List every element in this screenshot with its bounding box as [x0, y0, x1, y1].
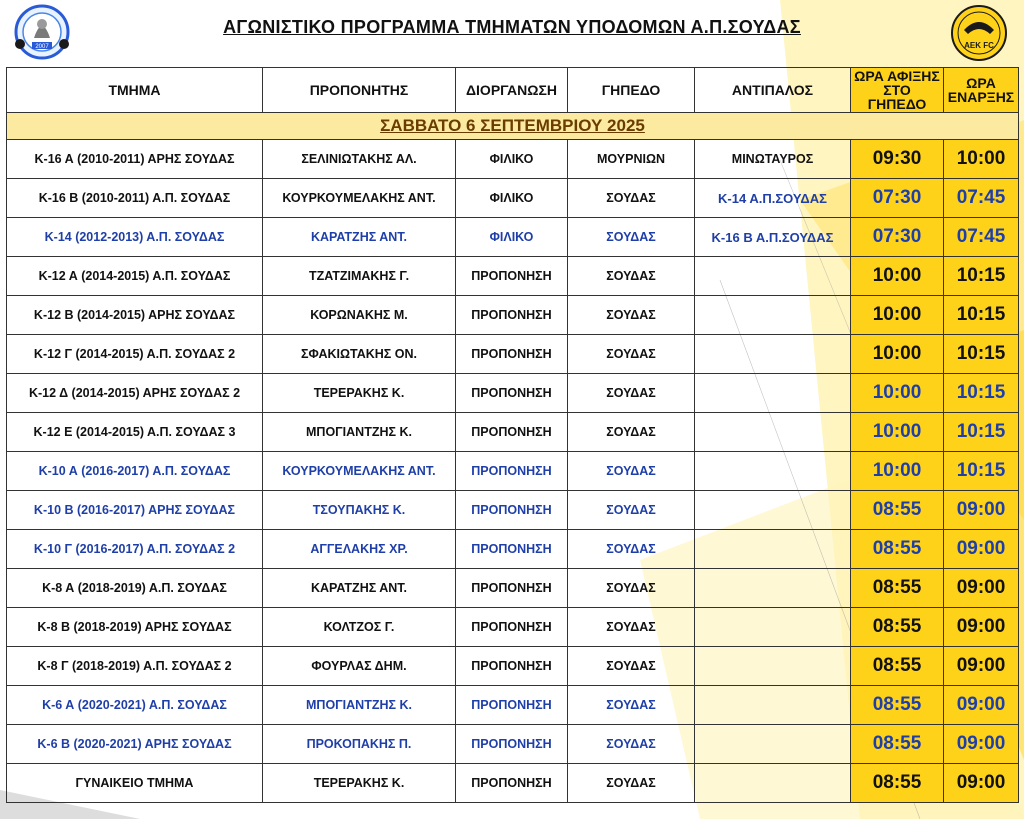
start-time-cell: 09:00: [944, 608, 1019, 647]
coach-cell: ΠΡΟΚΟΠΑΚΗΣ Π.: [263, 725, 456, 764]
header: [0, 0, 1024, 66]
team-cell: Κ-8 Β (2018-2019) ΑΡΗΣ ΣΟΥΔΑΣ: [7, 608, 263, 647]
coach-cell: ΜΠΟΓΙΑΝΤΖΗΣ Κ.: [263, 413, 456, 452]
arrival-time-cell: 10:00: [851, 296, 944, 335]
table-row: [7, 452, 1019, 491]
opponent-cell: [695, 374, 851, 413]
arrival-time-cell: 10:00: [851, 413, 944, 452]
arrival-time-cell: 08:55: [851, 608, 944, 647]
start-time-cell: 10:00: [944, 140, 1019, 179]
start-time-cell: 09:00: [944, 530, 1019, 569]
arrival-time-cell: 08:55: [851, 764, 944, 803]
table-row: [7, 296, 1019, 335]
team-cell: Κ-10 Γ (2016-2017) Α.Π. ΣΟΥΔΑΣ 2: [7, 530, 263, 569]
field-cell: ΣΟΥΔΑΣ: [568, 335, 695, 374]
start-time-cell: 09:00: [944, 764, 1019, 803]
start-time-cell: 10:15: [944, 335, 1019, 374]
arrival-time-cell: 10:00: [851, 374, 944, 413]
team-cell: Κ-12 Δ (2014-2015) ΑΡΗΣ ΣΟΥΔΑΣ 2: [7, 374, 263, 413]
table-row: [7, 569, 1019, 608]
start-time-cell: 09:00: [944, 569, 1019, 608]
event-cell: ΠΡΟΠΟΝΗΣΗ: [456, 296, 568, 335]
arrival-time-cell: 08:55: [851, 647, 944, 686]
field-cell: ΣΟΥΔΑΣ: [568, 608, 695, 647]
field-cell: ΣΟΥΔΑΣ: [568, 725, 695, 764]
team-cell: Κ-12 Γ (2014-2015) Α.Π. ΣΟΥΔΑΣ 2: [7, 335, 263, 374]
field-cell: ΣΟΥΔΑΣ: [568, 647, 695, 686]
arrival-time-cell: 08:55: [851, 569, 944, 608]
coach-cell: ΑΓΓΕΛΑΚΗΣ ΧΡ.: [263, 530, 456, 569]
column-header-start-time: ΩΡΑ ΕΝΑΡΞΗΣ: [944, 68, 1019, 113]
arrival-time-cell: 08:55: [851, 725, 944, 764]
arrival-time-cell: 08:55: [851, 530, 944, 569]
team-cell: Κ-6 Β (2020-2021) ΑΡΗΣ ΣΟΥΔΑΣ: [7, 725, 263, 764]
opponent-cell: [695, 491, 851, 530]
table-row: [7, 335, 1019, 374]
team-cell: Κ-8 Γ (2018-2019) Α.Π. ΣΟΥΔΑΣ 2: [7, 647, 263, 686]
coach-cell: ΚΑΡΑΤΖΗΣ ΑΝΤ.: [263, 569, 456, 608]
coach-cell: ΜΠΟΓΙΑΝΤΖΗΣ Κ.: [263, 686, 456, 725]
event-cell: ΠΡΟΠΟΝΗΣΗ: [456, 686, 568, 725]
crest-text: AEK FC: [964, 41, 994, 50]
team-cell: Κ-14 (2012-2013) Α.Π. ΣΟΥΔΑΣ: [7, 218, 263, 257]
team-cell: Κ-8 Α (2018-2019) Α.Π. ΣΟΥΔΑΣ: [7, 569, 263, 608]
event-cell: ΠΡΟΠΟΝΗΣΗ: [456, 764, 568, 803]
arrival-time-cell: 07:30: [851, 179, 944, 218]
team-cell: Κ-10 Β (2016-2017) ΑΡΗΣ ΣΟΥΔΑΣ: [7, 491, 263, 530]
coach-cell: ΤΕΡΕΡΑΚΗΣ Κ.: [263, 764, 456, 803]
event-cell: ΠΡΟΠΟΝΗΣΗ: [456, 530, 568, 569]
opponent-cell: [695, 335, 851, 374]
date-row: [7, 113, 1019, 140]
coach-cell: ΚΑΡΑΤΖΗΣ ΑΝΤ.: [263, 218, 456, 257]
column-header-team: ΤΜΗΜΑ: [7, 68, 263, 113]
event-cell: ΠΡΟΠΟΝΗΣΗ: [456, 452, 568, 491]
event-cell: ΠΡΟΠΟΝΗΣΗ: [456, 569, 568, 608]
table-row: [7, 218, 1019, 257]
event-cell: ΠΡΟΠΟΝΗΣΗ: [456, 335, 568, 374]
team-cell: Κ-12 Α (2014-2015) Α.Π. ΣΟΥΔΑΣ: [7, 257, 263, 296]
start-time-cell: 10:15: [944, 257, 1019, 296]
start-time-cell: 09:00: [944, 686, 1019, 725]
opponent-cell: [695, 530, 851, 569]
event-cell: ΠΡΟΠΟΝΗΣΗ: [456, 413, 568, 452]
table-row: [7, 647, 1019, 686]
opponent-cell: [695, 257, 851, 296]
field-cell: ΣΟΥΔΑΣ: [568, 413, 695, 452]
table-row: [7, 374, 1019, 413]
opponent-cell: [695, 764, 851, 803]
coach-cell: ΤΖΑΤΖΙΜΑΚΗΣ Γ.: [263, 257, 456, 296]
arrival-time-cell: 10:00: [851, 452, 944, 491]
arrival-time-cell: 08:55: [851, 686, 944, 725]
field-cell: ΜΟΥΡΝΙΩΝ: [568, 140, 695, 179]
opponent-cell: [695, 647, 851, 686]
team-cell: Κ-6 Α (2020-2021) Α.Π. ΣΟΥΔΑΣ: [7, 686, 263, 725]
start-time-cell: 10:15: [944, 296, 1019, 335]
opponent-cell: [695, 413, 851, 452]
opponent-cell: [695, 686, 851, 725]
team-cell: Κ-12 Ε (2014-2015) Α.Π. ΣΟΥΔΑΣ 3: [7, 413, 263, 452]
team-cell: Κ-12 Β (2014-2015) ΑΡΗΣ ΣΟΥΔΑΣ: [7, 296, 263, 335]
start-time-cell: 07:45: [944, 179, 1019, 218]
field-cell: ΣΟΥΔΑΣ: [568, 374, 695, 413]
table-row: [7, 140, 1019, 179]
start-time-cell: 09:00: [944, 647, 1019, 686]
event-cell: ΠΡΟΠΟΝΗΣΗ: [456, 257, 568, 296]
team-cell: Κ-16 Β (2010-2011) Α.Π. ΣΟΥΔΑΣ: [7, 179, 263, 218]
event-cell: ΦΙΛΙΚΟ: [456, 179, 568, 218]
column-header-coach: ΠΡΟΠΟΝΗΤΗΣ: [263, 68, 456, 113]
team-cell: Κ-10 Α (2016-2017) Α.Π. ΣΟΥΔΑΣ: [7, 452, 263, 491]
field-cell: ΣΟΥΔΑΣ: [568, 764, 695, 803]
table-row: [7, 764, 1019, 803]
coach-cell: ΚΟΛΤΖΟΣ Γ.: [263, 608, 456, 647]
event-cell: ΦΙΛΙΚΟ: [456, 140, 568, 179]
coach-cell: ΤΣΟΥΠΑΚΗΣ Κ.: [263, 491, 456, 530]
table-row: [7, 530, 1019, 569]
start-time-cell: 09:00: [944, 491, 1019, 530]
arrival-time-cell: 09:30: [851, 140, 944, 179]
field-cell: ΣΟΥΔΑΣ: [568, 569, 695, 608]
coach-cell: ΚΟΡΩΝΑΚΗΣ Μ.: [263, 296, 456, 335]
aek-fc-crest-icon: [950, 4, 1008, 62]
schedule-date: ΣΑΒΒΑΤΟ 6 ΣΕΠΤΕΜΒΡΙΟΥ 2025: [7, 113, 1019, 140]
field-cell: ΣΟΥΔΑΣ: [568, 491, 695, 530]
event-cell: ΠΡΟΠΟΝΗΣΗ: [456, 608, 568, 647]
table-row: [7, 179, 1019, 218]
start-time-cell: 10:15: [944, 452, 1019, 491]
opponent-cell: Κ-16 Β Α.Π.ΣΟΥΔΑΣ: [695, 218, 851, 257]
table-row: [7, 686, 1019, 725]
event-cell: ΠΡΟΠΟΝΗΣΗ: [456, 491, 568, 530]
event-cell: ΠΡΟΠΟΝΗΣΗ: [456, 374, 568, 413]
coach-cell: ΚΟΥΡΚΟΥΜΕΛΑΚΗΣ ΑΝΤ.: [263, 452, 456, 491]
arrival-time-cell: 10:00: [851, 257, 944, 296]
coach-cell: ΦΟΥΡΛΑΣ ΔΗΜ.: [263, 647, 456, 686]
table-row: [7, 257, 1019, 296]
page-title: ΑΓΩΝΙΣΤΙΚΟ ΠΡΟΓΡΑΜΜΑ ΤΜΗΜΑΤΩΝ ΥΠΟΔΟΜΩΝ Α.Π.ΣΟΥΔΑΣ: [223, 17, 801, 37]
field-cell: ΣΟΥΔΑΣ: [568, 686, 695, 725]
arrival-time-cell: 07:30: [851, 218, 944, 257]
crest-year: 2007: [35, 44, 49, 50]
opponent-cell: [695, 608, 851, 647]
field-cell: ΣΟΥΔΑΣ: [568, 530, 695, 569]
event-cell: ΠΡΟΠΟΝΗΣΗ: [456, 647, 568, 686]
arrival-time-cell: 08:55: [851, 491, 944, 530]
coach-cell: ΤΕΡΕΡΑΚΗΣ Κ.: [263, 374, 456, 413]
opponent-cell: Κ-14 Α.Π.ΣΟΥΔΑΣ: [695, 179, 851, 218]
field-cell: ΣΟΥΔΑΣ: [568, 296, 695, 335]
schedule-rows: [7, 140, 1019, 803]
field-cell: ΣΟΥΔΑΣ: [568, 218, 695, 257]
table-row: [7, 608, 1019, 647]
opponent-cell: [695, 725, 851, 764]
field-cell: ΣΟΥΔΑΣ: [568, 179, 695, 218]
opponent-cell: ΜΙΝΩΤΑΥΡΟΣ: [695, 140, 851, 179]
coach-cell: ΣΦΑΚΙΩΤΑΚΗΣ ΟΝ.: [263, 335, 456, 374]
schedule-table: [6, 67, 1019, 803]
field-cell: ΣΟΥΔΑΣ: [568, 257, 695, 296]
table-row: [7, 725, 1019, 764]
team-cell: ΓΥΝΑΙΚΕΙΟ ΤΜΗΜΑ: [7, 764, 263, 803]
team-cell: Κ-16 Α (2010-2011) ΑΡΗΣ ΣΟΥΔΑΣ: [7, 140, 263, 179]
table-row: [7, 413, 1019, 452]
opponent-cell: [695, 569, 851, 608]
start-time-cell: 09:00: [944, 725, 1019, 764]
arrival-time-cell: 10:00: [851, 335, 944, 374]
column-header-opponent: ΑΝΤΙΠΑΛΟΣ: [695, 68, 851, 113]
opponent-cell: [695, 296, 851, 335]
coach-cell: ΚΟΥΡΚΟΥΜΕΛΑΚΗΣ ΑΝΤ.: [263, 179, 456, 218]
start-time-cell: 10:15: [944, 413, 1019, 452]
column-header-event: ΔΙΟΡΓΑΝΩΣΗ: [456, 68, 568, 113]
column-header-field: ΓΗΠΕΔΟ: [568, 68, 695, 113]
column-header-arrival-time: ΩΡΑ ΑΦΙΞΗΣ ΣΤΟ ΓΗΠΕΔΟ: [851, 68, 944, 113]
table-header-row: [7, 68, 1019, 113]
start-time-cell: 10:15: [944, 374, 1019, 413]
coach-cell: ΣΕΛΙΝΙΩΤΑΚΗΣ ΑΛ.: [263, 140, 456, 179]
event-cell: ΠΡΟΠΟΝΗΣΗ: [456, 725, 568, 764]
opponent-cell: [695, 452, 851, 491]
table-row: [7, 491, 1019, 530]
field-cell: ΣΟΥΔΑΣ: [568, 452, 695, 491]
event-cell: ΦΙΛΙΚΟ: [456, 218, 568, 257]
start-time-cell: 07:45: [944, 218, 1019, 257]
